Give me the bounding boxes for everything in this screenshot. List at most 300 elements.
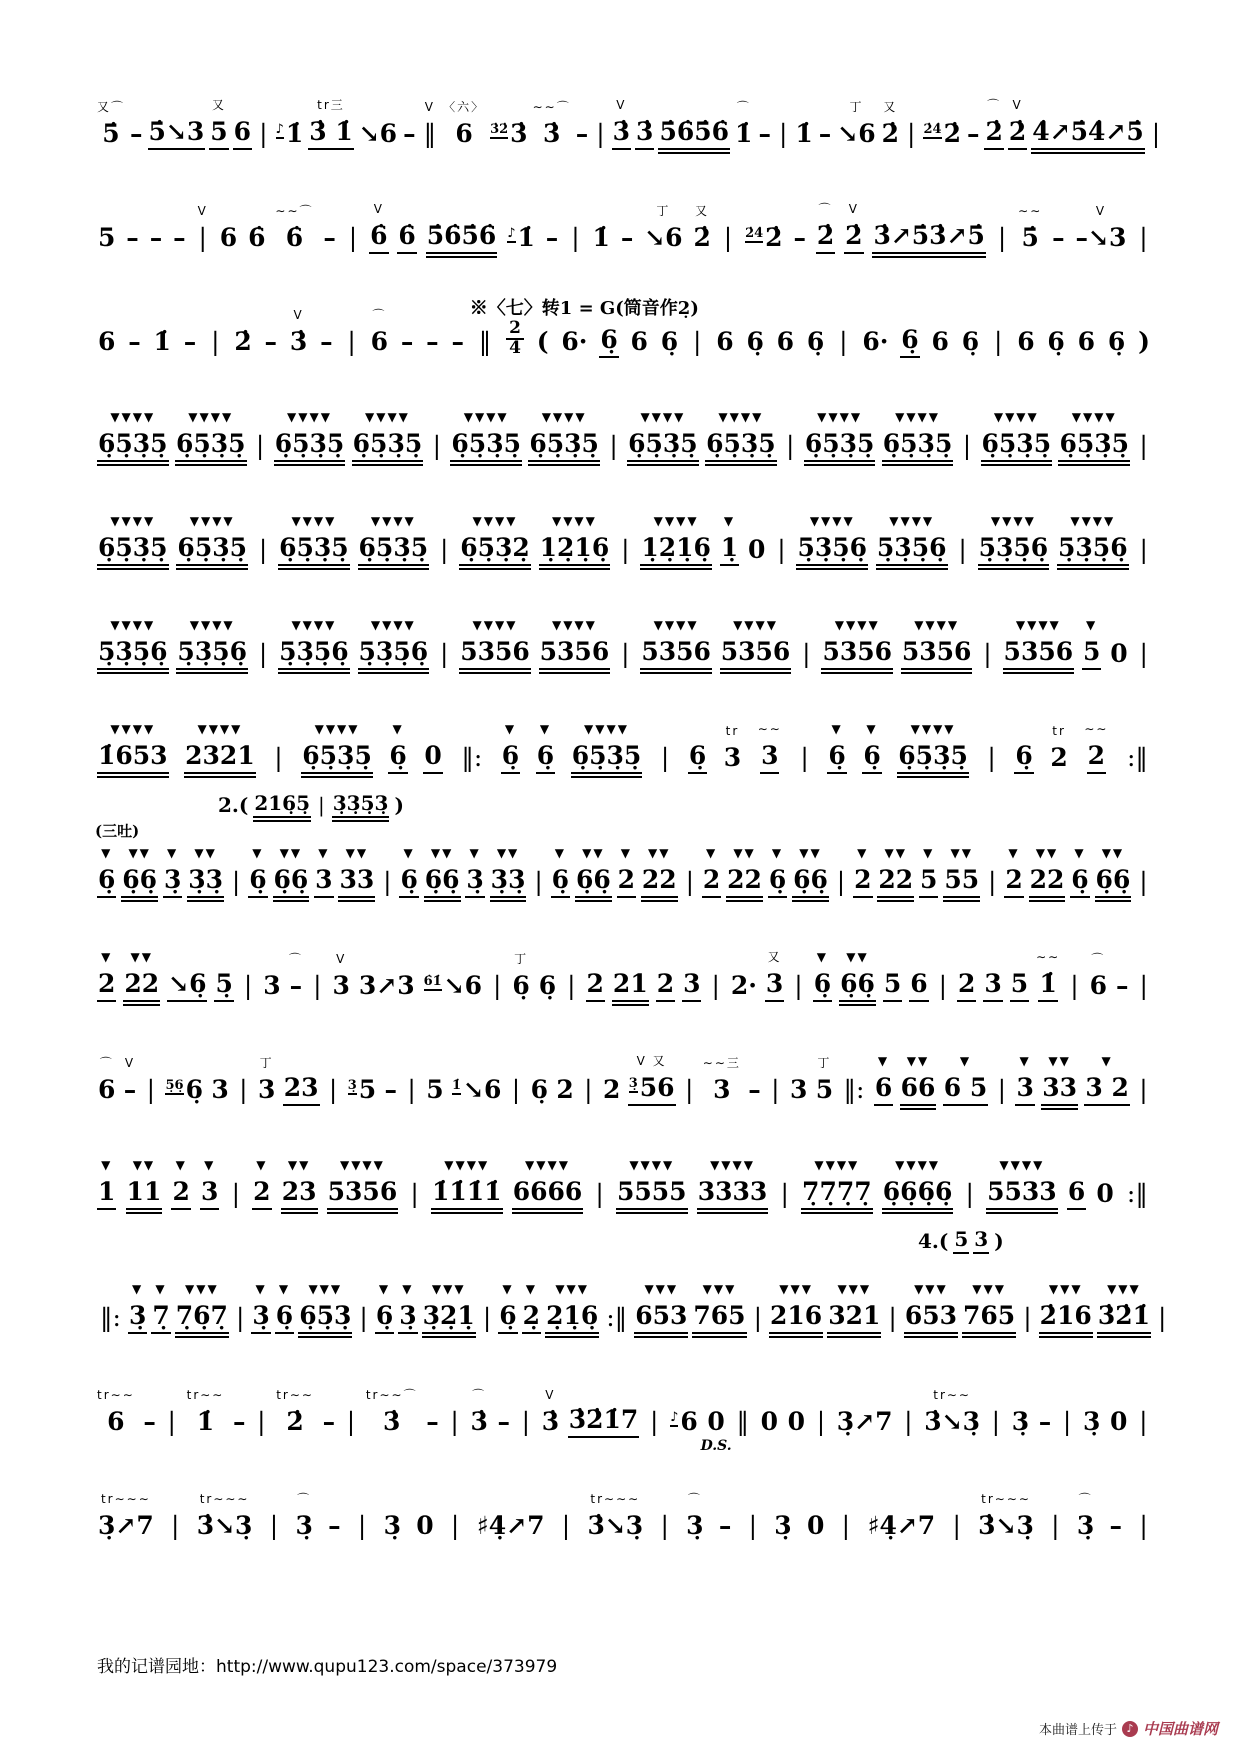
note-group xyxy=(872,198,985,254)
note-text: – xyxy=(1052,223,1065,252)
grace-note: 2̇4̇ xyxy=(745,226,764,241)
barline-icon xyxy=(269,1488,279,1542)
note-text: 5̣3̣5̣6̣ xyxy=(796,532,868,566)
note-text: ↘6 xyxy=(358,119,398,148)
note-group xyxy=(640,614,712,670)
note-text: 3 xyxy=(257,1075,276,1104)
note-text: 3 2 xyxy=(1084,1072,1130,1106)
barline-icon xyxy=(409,1156,419,1210)
note-text: ‖: xyxy=(100,1303,121,1332)
note-text: 3333 xyxy=(697,1176,769,1210)
watermark-prefix: 本曲谱上传于 xyxy=(1038,1723,1117,1738)
note-text: | xyxy=(609,431,618,460)
note-group xyxy=(366,1384,418,1438)
note-group xyxy=(322,1384,337,1438)
note-group xyxy=(1115,948,1130,1002)
note-group xyxy=(422,1278,476,1334)
note-group xyxy=(125,200,140,254)
articulation-mark: ▼▼ xyxy=(279,846,303,860)
articulation-mark: ▼ xyxy=(1074,846,1086,860)
note-text: 7̣7̣7̣7̣ xyxy=(801,1176,873,1210)
note-group xyxy=(760,1384,779,1438)
note-group xyxy=(1031,94,1144,150)
articulation-mark: tr∼∼⌒ xyxy=(365,1388,418,1402)
note-text: – xyxy=(126,223,139,252)
barline-icon xyxy=(779,1156,789,1210)
note-text: | xyxy=(511,1075,521,1104)
note-text: | xyxy=(786,431,795,460)
barline-icon xyxy=(778,96,788,150)
articulation-mark: ⌒ xyxy=(472,1388,487,1402)
note-text: 0 xyxy=(806,1511,825,1540)
system-6 xyxy=(95,604,1153,670)
note-text: 6̣ xyxy=(768,864,787,898)
barline-icon xyxy=(723,200,733,254)
articulation-mark: ▼▼▼ xyxy=(702,1282,737,1296)
note-text: 2 xyxy=(853,864,872,898)
note-text: 6̣ xyxy=(827,740,846,774)
note-group xyxy=(358,96,398,150)
articulation-mark: ▼▼▼▼ xyxy=(990,514,1036,528)
note-text: 6̣ xyxy=(900,324,919,358)
note-group xyxy=(836,1384,894,1438)
barline-icon xyxy=(570,200,580,254)
note-text: – xyxy=(320,327,333,356)
note-group xyxy=(1049,720,1068,774)
note-text: – xyxy=(426,327,439,356)
note-group xyxy=(909,946,928,1002)
note-group xyxy=(511,948,530,1002)
note-group xyxy=(541,1384,560,1438)
note-text: 3̇ xyxy=(383,1407,401,1436)
note-text: – xyxy=(497,1407,510,1436)
note-text: 6̣5̣3̣5̣ xyxy=(804,428,876,462)
system-13 xyxy=(95,1372,1153,1454)
note-group xyxy=(953,1226,969,1254)
note-text: 5 xyxy=(883,968,902,1002)
note-group xyxy=(1008,94,1027,150)
note-group xyxy=(1046,304,1065,358)
note-group xyxy=(1082,614,1101,670)
articulation-mark: ▼ xyxy=(866,722,878,736)
barline-icon xyxy=(146,1052,156,1106)
note-group xyxy=(787,1384,806,1438)
articulation-mark: ▼ xyxy=(831,722,843,736)
grace-note: ♪ xyxy=(670,1410,679,1425)
note-group xyxy=(275,96,305,150)
note-text: 3̇↗5̇3̇↗5̇ xyxy=(872,220,985,254)
articulation-mark: ▼▼ xyxy=(1101,846,1125,860)
articulation-mark: ▼▼▼ xyxy=(837,1282,872,1296)
note-group xyxy=(126,1154,163,1210)
note-text: – xyxy=(545,223,559,252)
articulation-mark: tr∼∼∼ xyxy=(981,1492,1031,1506)
note-text: 6̣ xyxy=(660,327,679,356)
note-group xyxy=(635,94,654,150)
articulation-mark: ▼ xyxy=(101,846,113,860)
note-text: 6 xyxy=(219,223,238,252)
note-text: 6̣5̣3̣5̣ xyxy=(627,428,699,462)
barline-icon xyxy=(167,1384,177,1438)
note-text: ) xyxy=(1138,327,1150,356)
note-group xyxy=(804,406,876,462)
note-group xyxy=(276,1384,314,1438)
score-systems xyxy=(95,84,1167,1580)
articulation-mark: ⌒ xyxy=(372,308,387,322)
articulation-mark: ▼▼▼ xyxy=(431,1282,466,1296)
note-group xyxy=(723,720,742,774)
note-group xyxy=(183,304,198,358)
articulation-mark: ▼▼▼▼ xyxy=(287,410,332,424)
barline-icon xyxy=(210,304,220,358)
note-group xyxy=(172,200,187,254)
note-group xyxy=(718,1488,733,1542)
barline-icon xyxy=(938,948,948,1002)
note-group xyxy=(431,1154,503,1210)
note-group xyxy=(375,1278,394,1334)
articulation-mark: tr∼∼ xyxy=(933,1388,971,1402)
note-group xyxy=(1070,842,1089,898)
note-text: 765 xyxy=(962,1300,1016,1334)
note-text: ‖ xyxy=(478,327,492,356)
note-text: – xyxy=(322,1407,336,1436)
note-group xyxy=(630,304,649,358)
note-text: 321 xyxy=(827,1300,881,1334)
articulation-mark: tr xyxy=(725,724,740,738)
note-text: – xyxy=(748,1075,761,1104)
articulation-mark: ▼▼▼▼ xyxy=(834,618,880,632)
grace-note: 1̇ xyxy=(452,1078,462,1093)
note-group xyxy=(545,1278,599,1334)
note-group xyxy=(881,96,900,150)
note-text: 2 xyxy=(656,968,675,1002)
articulation-mark: ▼ xyxy=(175,1158,187,1172)
articulation-mark: ▼▼▼▼ xyxy=(551,514,597,528)
note-group xyxy=(658,94,730,150)
articulation-mark: 丁 xyxy=(849,100,864,114)
articulation-mark: ▼ xyxy=(252,846,264,860)
barline-icon xyxy=(785,408,795,462)
note-text: 6̣ xyxy=(551,864,570,898)
note-text: 5 xyxy=(1010,968,1029,1002)
barline-icon xyxy=(801,616,811,670)
note-group xyxy=(175,406,247,462)
note-text: 1 xyxy=(97,1176,116,1210)
note-group xyxy=(388,718,407,774)
note-text: ♪1̇ xyxy=(507,223,535,252)
note-text: 6̣ xyxy=(536,740,555,774)
note-group xyxy=(571,718,643,774)
note-text: 6̣ xyxy=(388,740,407,774)
barline-icon xyxy=(255,408,265,462)
grace-note: ♪ xyxy=(507,226,516,241)
note-text: 6̣5̣3̣5̣ xyxy=(450,428,522,462)
barline-icon xyxy=(1050,1488,1060,1542)
note-text: 66 xyxy=(900,1072,937,1106)
note-text: – xyxy=(818,119,832,148)
note-text: 3̣ xyxy=(465,864,484,898)
note-group xyxy=(692,200,711,254)
note-text: 6 xyxy=(716,327,734,356)
note-text: 3̇2̇1̇7 xyxy=(568,1404,640,1438)
articulation-mark: ▼▼▼▼ xyxy=(472,514,518,528)
note-text: | xyxy=(841,1511,851,1540)
note-text: 2321 xyxy=(184,740,256,774)
articulation-mark: ▼▼▼ xyxy=(1107,1282,1141,1296)
articulation-mark: ▼▼ xyxy=(287,1158,311,1172)
note-text: 22 xyxy=(123,968,160,1002)
barline-icon xyxy=(982,616,992,670)
note-text: 6̣ xyxy=(97,864,116,898)
barline-icon xyxy=(1138,948,1148,1002)
note-text: | xyxy=(567,971,576,1000)
note-text: 0 xyxy=(423,740,442,774)
note-text: 5356 xyxy=(1003,636,1075,670)
note-group xyxy=(776,304,795,358)
articulation-mark: tr∼∼∼ xyxy=(590,1492,641,1506)
note-text: 6̣ xyxy=(375,1300,394,1334)
note-group xyxy=(393,792,404,818)
note-group xyxy=(184,718,256,774)
footer-note xyxy=(97,1652,557,1677)
articulation-mark: ▼▼ xyxy=(582,846,605,860)
note-group xyxy=(129,96,144,150)
barline-icon xyxy=(1138,1384,1148,1438)
note-group xyxy=(669,1384,699,1438)
barline-icon xyxy=(231,1156,241,1210)
barline-icon xyxy=(170,1488,180,1542)
barline-icon xyxy=(439,512,449,566)
note-text: 7̣ xyxy=(151,1300,170,1334)
note-text: 6̣5̣3̣5̣ xyxy=(571,740,643,774)
note-group xyxy=(196,1488,254,1542)
grace-note: 6̇1̇ xyxy=(423,974,442,989)
repeat-barline-icon xyxy=(1126,720,1149,774)
articulation-mark: ▼▼▼ xyxy=(555,1282,589,1296)
note-text: – xyxy=(426,1407,439,1436)
note-text: | xyxy=(258,535,268,564)
note-group xyxy=(839,946,876,1002)
barline-icon xyxy=(793,948,803,1002)
note-text: | xyxy=(450,1407,459,1436)
system-11 xyxy=(95,1144,1153,1210)
note-text: 6̣ xyxy=(813,968,832,1002)
note-text: | xyxy=(257,1407,266,1436)
note-text: – xyxy=(128,327,141,356)
articulation-mark: 丁 xyxy=(514,952,529,966)
note-text: 2 xyxy=(957,968,976,1002)
note-group xyxy=(747,1052,762,1106)
articulation-mark: ▼▼ xyxy=(884,846,907,860)
articulation-mark: tr xyxy=(1052,724,1066,738)
note-group xyxy=(384,1052,399,1106)
note-text: –↘3 xyxy=(1075,223,1127,252)
note-text: | xyxy=(958,535,967,564)
note-text: – xyxy=(403,119,416,148)
repeat-barline-icon xyxy=(460,720,483,774)
note-text: 2̇ xyxy=(1008,116,1027,150)
note-text: | xyxy=(231,1179,241,1208)
note-text: 2 xyxy=(1050,743,1068,772)
note-text: ♯4̣↗7 xyxy=(867,1511,936,1540)
note-group xyxy=(1038,1384,1053,1438)
articulation-mark: 丁 xyxy=(259,1056,274,1070)
note-group xyxy=(402,96,417,150)
note-text: | xyxy=(753,1303,762,1332)
note-group xyxy=(599,302,618,358)
system-8 xyxy=(95,822,1153,898)
note-text: | xyxy=(482,1303,492,1332)
note-text: 2̇ xyxy=(881,119,900,148)
grace-note: 3̣ xyxy=(347,1078,357,1093)
note-group xyxy=(1058,406,1130,462)
barline-icon xyxy=(710,948,720,1002)
articulation-mark: ▼▼▼▼ xyxy=(993,410,1039,424)
note-group xyxy=(923,1384,981,1438)
articulation-mark: ▼ xyxy=(469,846,481,860)
articulation-mark: 又 xyxy=(695,204,710,218)
note-text: 5̣3̣5̣6̣ xyxy=(978,532,1050,566)
barline-icon xyxy=(997,1052,1007,1106)
note-text: 3̣3̣ xyxy=(187,864,224,898)
barline-icon xyxy=(660,720,670,774)
note-group xyxy=(1109,616,1128,670)
note-group xyxy=(253,790,311,818)
note-group xyxy=(425,1384,440,1438)
note-text: 3̇ xyxy=(541,1407,560,1436)
note-text: | xyxy=(938,971,948,1000)
note-group xyxy=(685,1488,704,1542)
site-name: 中国曲谱网 xyxy=(1142,1720,1218,1738)
note-group xyxy=(97,96,125,150)
note-text: | xyxy=(621,639,630,668)
articulation-mark: ▼▼▼▼ xyxy=(809,514,855,528)
note-text: | xyxy=(313,971,322,1000)
note-text: 3̇ xyxy=(612,116,631,150)
grace-note: ♪ xyxy=(275,122,284,137)
note-text: 22 xyxy=(641,864,678,898)
barline-icon xyxy=(776,512,786,566)
note-group xyxy=(397,198,416,254)
barline-icon xyxy=(836,844,846,898)
note-text: 3̣ xyxy=(1082,1407,1101,1436)
articulation-mark: ▼▼▼▼ xyxy=(472,618,518,632)
note-text: – xyxy=(400,327,414,356)
note-text: 2̇ xyxy=(816,220,835,254)
note-text: | xyxy=(347,327,356,356)
note-group xyxy=(149,200,164,254)
note-group xyxy=(358,510,430,566)
note-group xyxy=(660,304,679,358)
articulation-mark: ▼▼▼▼ xyxy=(629,1158,675,1172)
note-group xyxy=(1004,842,1023,898)
note-text: 3↗3 xyxy=(358,971,415,1000)
note-group xyxy=(966,96,981,150)
note-text: 6 xyxy=(874,1072,893,1106)
note-text: 653 xyxy=(904,1300,958,1334)
note-text: 3 xyxy=(211,1075,229,1104)
articulation-mark: ▼ xyxy=(256,1158,268,1172)
note-group xyxy=(806,1488,825,1542)
note-text: 6̣ xyxy=(248,864,267,898)
articulation-mark: ▼ xyxy=(959,1054,972,1068)
note-group xyxy=(97,1154,116,1210)
note-group xyxy=(703,1052,741,1106)
articulation-mark: ▼▼▼ xyxy=(185,1282,219,1296)
note-group xyxy=(121,842,158,898)
note-group xyxy=(423,948,483,1002)
articulation-mark: ▼▼▼▼ xyxy=(189,514,235,528)
note-text: 3̣2̣1̣ xyxy=(422,1300,476,1334)
system-7 xyxy=(95,708,1153,774)
note-group xyxy=(1107,304,1126,358)
note-text: 216 xyxy=(769,1300,823,1334)
barline-icon xyxy=(685,844,695,898)
note-group xyxy=(1109,1384,1128,1438)
note-group xyxy=(251,1278,270,1334)
note-text: | xyxy=(211,327,220,356)
barline-icon xyxy=(258,512,268,566)
site-logo-icon: ♪ xyxy=(1122,1721,1138,1737)
note-group xyxy=(352,406,424,462)
note-group xyxy=(301,718,373,774)
note-text: 6 xyxy=(1077,327,1096,356)
note-text: 3̣ xyxy=(686,1511,704,1540)
note-text: 6 xyxy=(1067,1176,1086,1210)
note-text: 22 xyxy=(1029,864,1066,898)
note-text: 5̇ xyxy=(1021,223,1039,252)
note-text: 3̣↗7 xyxy=(98,1511,154,1540)
note-text: – xyxy=(718,1511,732,1540)
note-group xyxy=(919,842,938,898)
barline-icon xyxy=(482,1280,492,1334)
note-group xyxy=(459,510,531,566)
note-text: 4̇↗5̇4̇↗5̇ xyxy=(1031,116,1144,150)
barline-icon xyxy=(406,1052,416,1106)
note-group xyxy=(1095,1156,1114,1210)
note-text: 6̣6̣ xyxy=(273,864,310,898)
note-text: | xyxy=(584,1075,593,1104)
note-text: 6̣ xyxy=(806,327,825,356)
note-text: | xyxy=(274,743,283,772)
note-text: | xyxy=(1151,119,1161,148)
note-group xyxy=(469,1384,488,1438)
note-group xyxy=(986,1154,1058,1210)
note-text: 3 xyxy=(789,1075,808,1104)
note-group xyxy=(1137,304,1151,358)
note-text: | xyxy=(816,1407,826,1436)
articulation-mark: ⌒ xyxy=(736,100,751,114)
note-group xyxy=(533,96,571,150)
note-group xyxy=(1018,200,1042,254)
articulation-mark: ▼▼▼▼ xyxy=(814,1158,860,1172)
note-text: | xyxy=(167,1407,176,1436)
articulation-mark: ⌒ xyxy=(687,1492,702,1506)
note-text: $^{6̇1̇}$↘6 xyxy=(423,971,483,1000)
note-text: | xyxy=(888,1303,897,1332)
note-group xyxy=(369,198,388,254)
note-group xyxy=(745,304,764,358)
note-group xyxy=(1084,718,1108,774)
note-text: | xyxy=(1023,1303,1032,1332)
note-group xyxy=(400,304,415,358)
note-group xyxy=(289,304,308,358)
note-text: 1̇1̇1̇1̇ xyxy=(431,1176,503,1210)
note-text: | xyxy=(1139,1511,1148,1540)
note-group xyxy=(641,842,678,898)
note-text: 1̇653 xyxy=(97,740,169,774)
note-text: | xyxy=(997,1075,1007,1104)
